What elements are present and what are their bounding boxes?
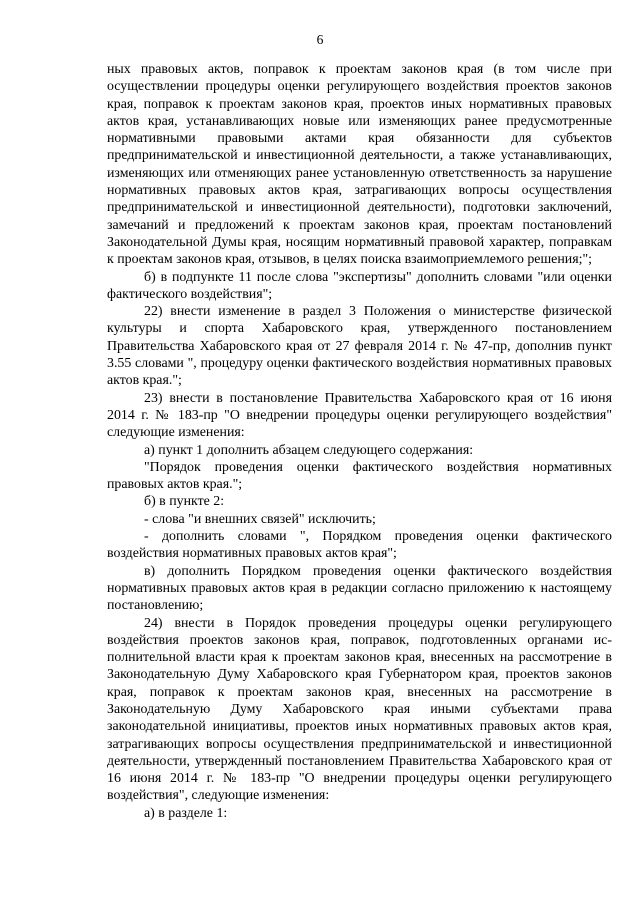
paragraph-continuation: ных правовых актов, поправок к проектам законов края (в том числе при осуществлении процедуры оценки регулирующего воздействия проектов законов края, поправок к проектам законов края, проектов иных нормативных правовых актов края, устанавливающих новые или изменяющих ранее предусмотренные нормативными правовыми актами края обязанности для субъектов предпринимательской и инвестиционной деятельности, а также устанавливающих, изменяющих или отменяющих ранее установленную ответственность за нарушение нормативных правовых актов края, затрагивающих вопросы осуществления предпринимательской и инвестиционной деятельности), подготовки заключений, замечаний и предложений к проектам законов края, проектам постановлений Законодательной Думы края, носящим нормативный правовой характер, поправкам к проектам законов края, отзывов, в целях поиска взаимоприемлемого решения;"; bbox=[107, 62, 612, 268]
paragraph-item-24-a: а) в разделе 1: bbox=[144, 805, 228, 821]
paragraph-item-23-a: а) пункт 1 дополнить абзацем следующего содержания: bbox=[144, 442, 474, 458]
paragraph-item-23-v: в) дополнить Порядком проведения оценки фактического воздействия нормативных правовых актов края в редакции согласно приложению к настоящему постановлению; bbox=[107, 563, 612, 614]
paragraph-item-22: 22) внести изменение в раздел 3 Положения о министерстве физической культуры и спорта Хабаровского края, утвержденного постановлением Правительства Хабаровского края от 27 февраля 2014 г. № 47-пр, дополнив пункт 3.55 словами ", процедуру оценки фактического воздействия нормативных правовых актов края."; bbox=[107, 304, 612, 389]
paragraph-subitem-b-11: б) в подпункте 11 после слова "экспертизы" дополнить словами "или оценки фактического воздействия"; bbox=[107, 269, 612, 302]
paragraph-item-24: 24) внести в Порядок проведения процедуры оценки регулирующего воздействия проектов законов края, поправок, подготовленных органами исполнительной власти края к проектам законов края, внесенных на рассмотрение в Законодательную Думу Хабаровского края Губернатором края, проектов законов края, поправок к проектам законов края, внесенных на рассмотрение в Законодательную Думу Хабаровского края иными субъектами права законодательной инициативы, проектов иных нормативных правовых актов края, затрагивающих вопросы осуществления предпринимательской и инвестиционной деятельности, утвержденный постановлением Правительства Хабаровского края от 16 июня 2014 г. № 183-пр "О внедрении процедуры оценки регулирующего воздействия", следующие изменения: bbox=[107, 615, 612, 804]
paragraph-dash-2: - дополнить словами ", Порядком проведения оценки фактического воздействия нормативных правовых актов края"; bbox=[107, 529, 612, 562]
paragraph-dash-1: - слова "и внешних связей" исключить; bbox=[144, 511, 376, 527]
paragraph-item-23-b: б) в пункте 2: bbox=[144, 494, 225, 510]
paragraph-quote-procedure: "Порядок проведения оценки фактического воздействия нормативных правовых актов края."; bbox=[107, 459, 612, 493]
document-body bbox=[107, 61, 612, 822]
page-number: 6 bbox=[316, 32, 324, 47]
paragraph-item-23: 23) внести в постановление Правительства Хабаровского края от 16 июня 2014 г. № 183-пр "О внедрении процедуры оценки регулирующего воздействия" следующие изменения: bbox=[107, 390, 612, 441]
